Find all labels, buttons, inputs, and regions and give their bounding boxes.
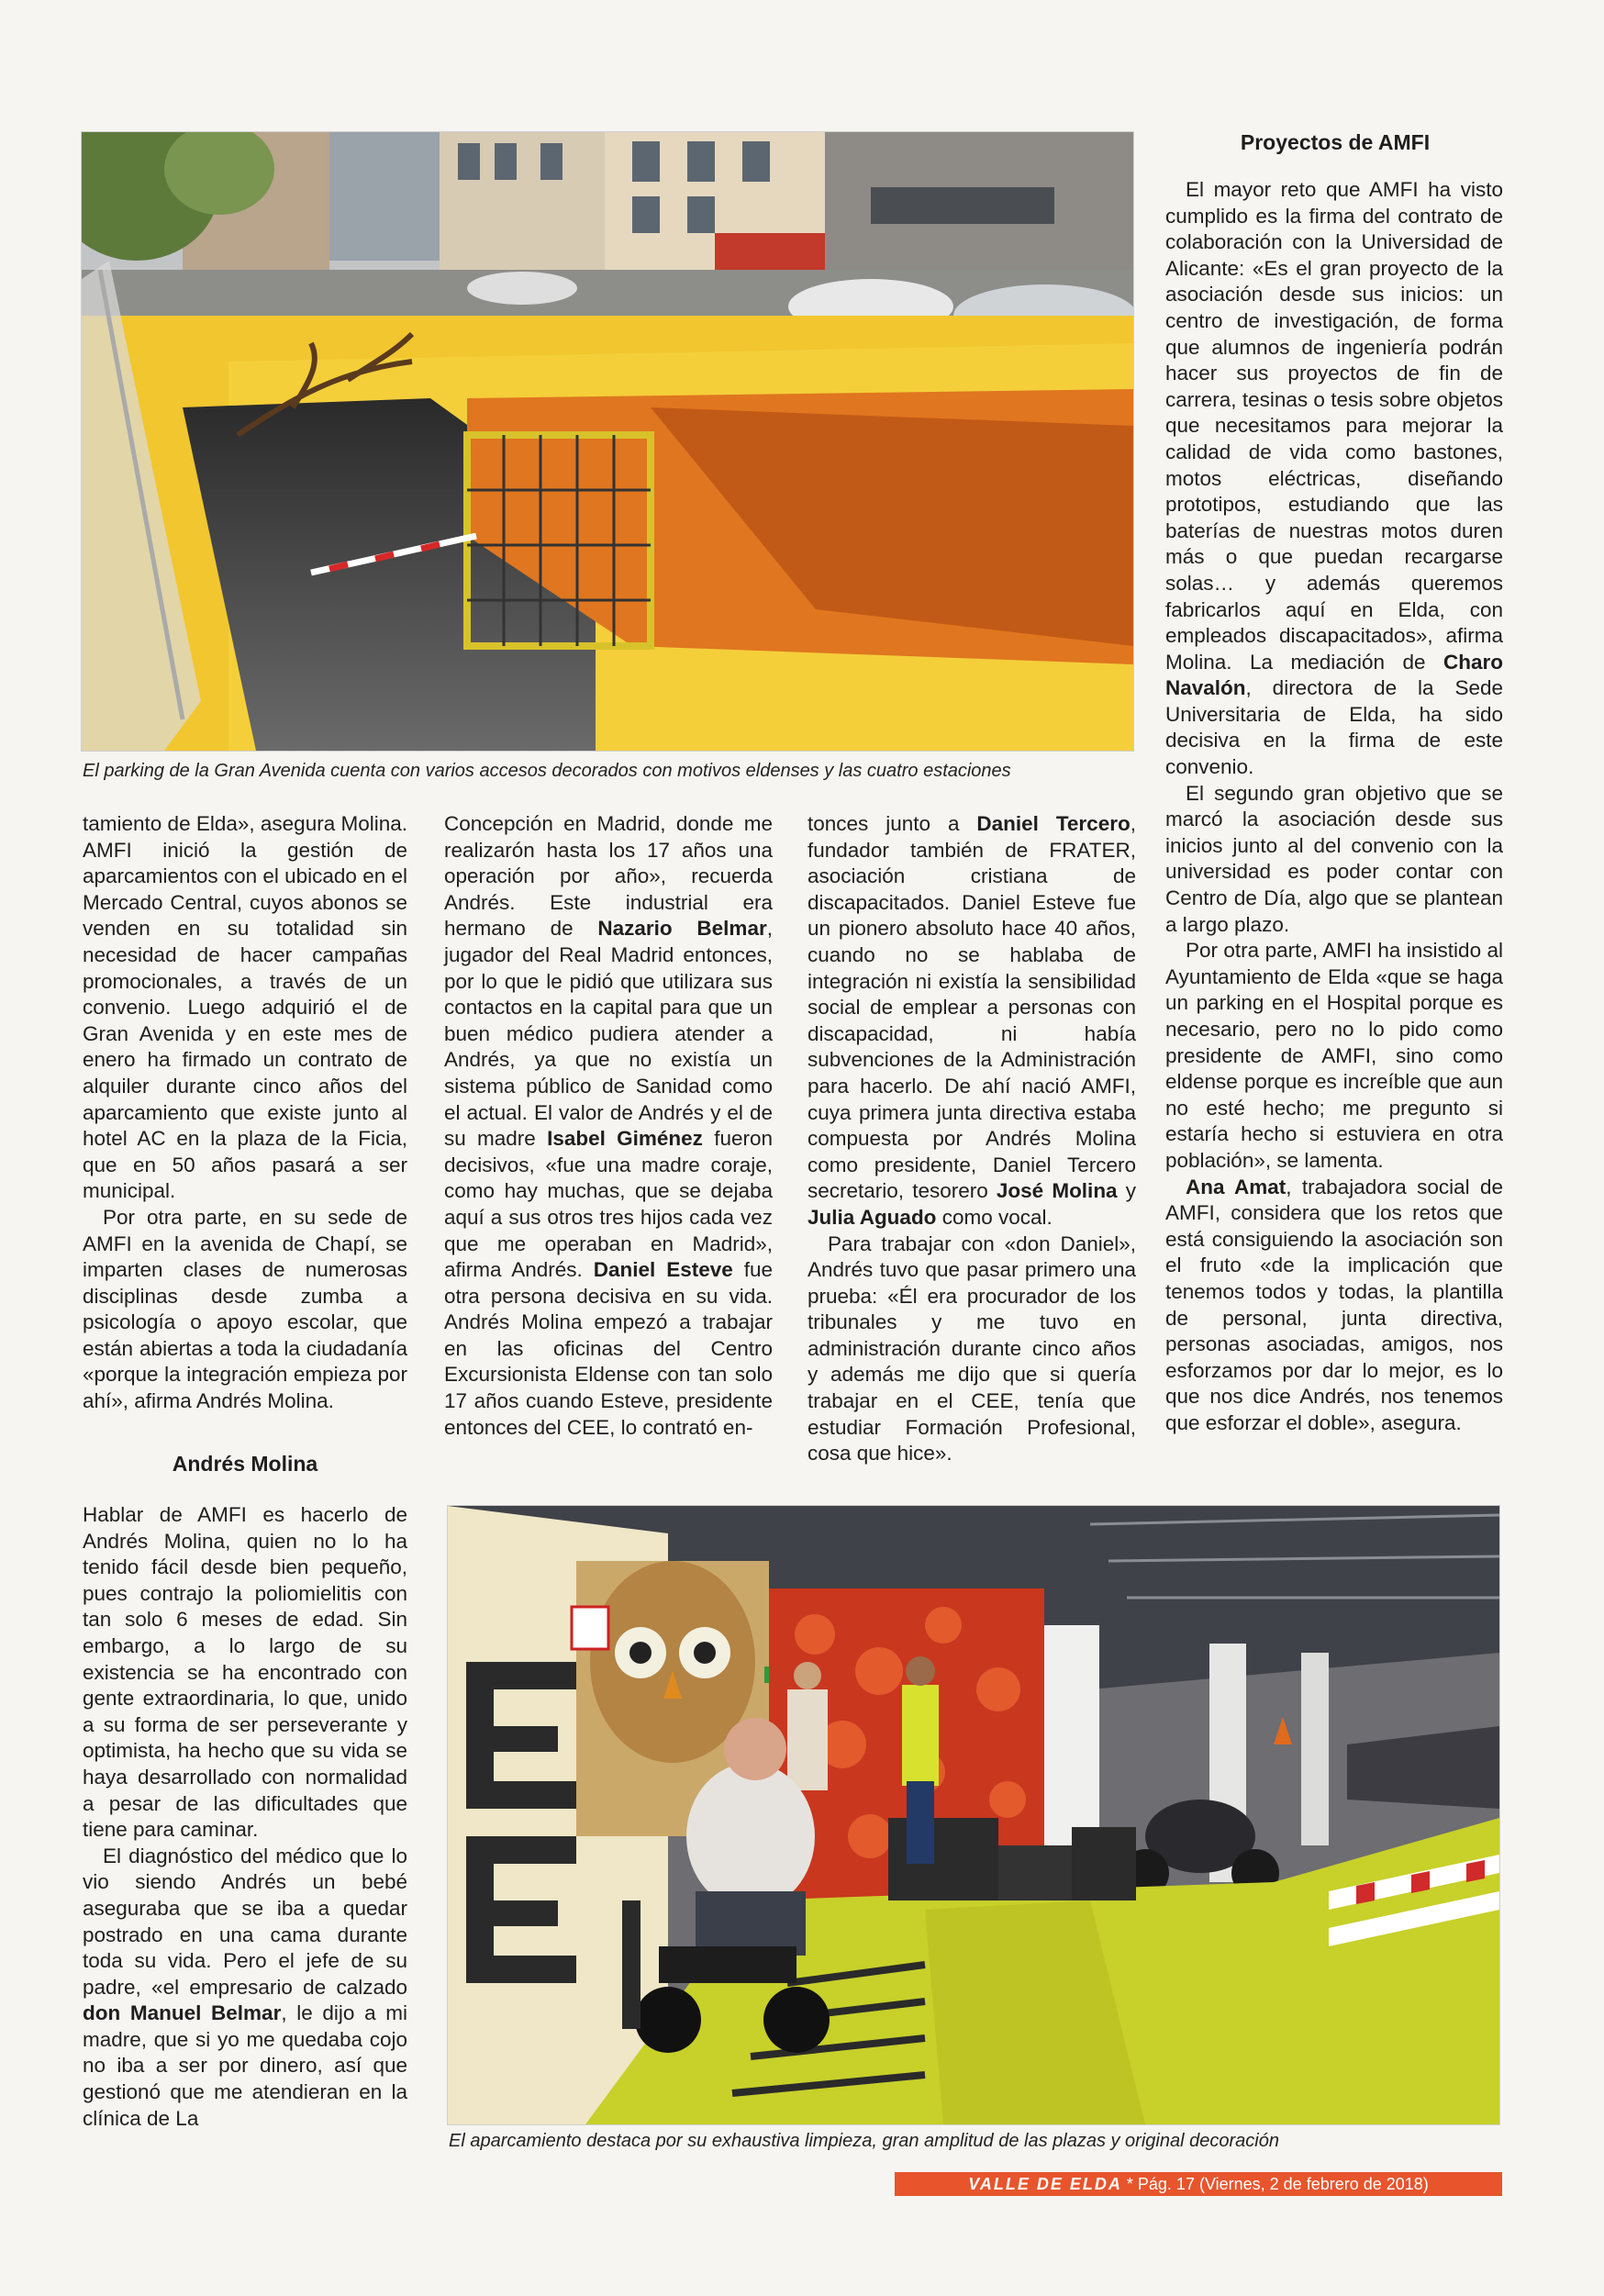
- projects-heading: Proyectos de AMFI: [1240, 130, 1431, 154]
- ana-amat: Ana Amat: [1186, 1175, 1287, 1198]
- manuel-belmar: don Manuel Belmar: [83, 2001, 282, 2025]
- jose-molina: José Molina: [996, 1179, 1118, 1203]
- col2-paragraph-1: Concepción en Madrid, donde me realizarón hasta los 17 años una operación por año», recuerda Andrés. Este industrial era hermano de Nazario Belmar, jugador del Real Madrid entonces, por lo que le pidió que utilizara sus contactos en la capital para que un buen médico pudiera atender a Andrés, ya que no existía un sistema público de Sanidad como el actual. El valor de Andrés y el de su madre Isabel Giménez fueron decisivos, «fue una madre coraje, como hay muchas, que se dejaba aquí a sus otros tres hijos cada vez que me operaban en Madrid», afirma Andrés. Daniel Esteve fue otra persona decisiva en su vida. Andrés Molina empezó a trabajar en las oficinas del Centro Excursionista Eldense con tan solo 17 años cuando Esteve, presidente entonces del CEE, lo contrató en-: [444, 812, 773, 1439]
- column-2: [444, 811, 773, 1441]
- parking-interior-photo: [447, 1505, 1500, 2125]
- andres-molina-heading: Andrés Molina: [172, 1452, 318, 1476]
- top-photo-caption: El parking de la Gran Avenida cuenta con varios accesos decorados con motivos eldenses y las cuatro estaciones: [83, 761, 1011, 781]
- daniel-esteve: Daniel Esteve: [593, 1258, 733, 1282]
- parking-entrance-photo: [81, 131, 1134, 752]
- col1-paragraph-2: Por otra parte, en su sede de AMFI en la avenida de Chapí, se imparten clases de numerosas disciplinas desde zumba a psicología o apoyo escolar, que están abiertas a toda la ciudadanía «porque la integración empieza por ahí», afirma Andrés Molina.: [83, 1205, 407, 1413]
- parking-interior-illustration: [448, 1506, 1499, 2124]
- col1-bottom-paragraph-2: El diagnóstico del médico que lo vio siendo Andrés un bebé aseguraba que se iba a quedar postrado en una cama durante toda su vida. Pero el jefe de su padre, «el empresario de calzado don Manuel Belmar, le dijo a mi madre, que si yo me quedaba cojo no iba a ser por dinero, así que gestionó que me atendieran en la clínica de La: [83, 1844, 407, 2130]
- col3-paragraph-1: tonces junto a Daniel Tercero, fundador también de FRATER, asociación cristiana de discapacitados. Daniel Esteve fue un pionero absoluto hace 40 años, cuando no se hablaba de integración ni existía la sensibilidad social de emplear a personas con discapacidad, ni había subvenciones de la Administración para hacerlo. De ahí nació AMFI, cuya primera junta directiva estaba compuesta por Andrés Molina como presidente, Daniel Tercero secretario, tesorero José Molina y Julia Aguado como vocal.: [808, 812, 1136, 1229]
- column-3: [808, 811, 1136, 1467]
- column-1-bottom: [83, 1502, 407, 2132]
- col3-paragraph-2: Para trabajar con «don Daniel», Andrés tuvo que pasar primero una prueba: «Él era procurador de los tribunales y me tuvo en administración durante cinco años y además me dijo que si quería trabajar en el CEE, tenía que estudiar Formación Profesional, cosa que hice».: [808, 1232, 1136, 1466]
- footer-separator: *: [1126, 2175, 1133, 2193]
- col4-paragraph-3: Por otra parte, AMFI ha insistido al Ayuntamiento de Elda «que se haga un parking en el Hospital porque es necesario, pero no lo pido como presidente de AMFI, sino como eldense porque es increíble que aun no esté hecho; me pregunto si estaría hecho si estuviera en otra población», se lamenta.: [1165, 939, 1503, 1172]
- page-info: Pág. 17 (Viernes, 2 de febrero de 2018): [1137, 2175, 1429, 2193]
- publication-name: VALLE DE ELDA: [968, 2175, 1122, 2193]
- nazario-belmar: Nazario Belmar: [597, 917, 767, 941]
- julia-aguado: Julia Aguado: [808, 1205, 937, 1229]
- bottom-photo-caption: El aparcamiento destaca por su exhaustiva limpieza, gran amplitud de las plazas y original decoración: [449, 2131, 1279, 2151]
- col4-paragraph-4: Ana Amat, trabajadora social de AMFI, considera que los retos que está consiguiendo la asociación son el fruto «de la implicación que tenemos todos y todas, la plantilla de personal, junta directiva, personas asociadas, amigos, nos esforzamos por dar lo mejor, es lo que nos dice Andrés, nos tenemos que esforzar el doble», asegura.: [1165, 1175, 1503, 1434]
- column-1-top: [83, 811, 407, 1415]
- charo-navalon: Charo Navalón: [1165, 650, 1503, 700]
- col4-paragraph-2: El segundo gran objetivo que se marcó la asociación desde sus inicios junto al del convenio con la universidad es poder contar con Centro de Día, algo que se plantean a largo plazo.: [1165, 781, 1503, 936]
- page-footer: [895, 2172, 1502, 2196]
- isabel-gimenez: Isabel Giménez: [547, 1127, 703, 1151]
- col4-paragraph-1: El mayor reto que AMFI ha visto cumplido es la firma del contrato de colaboración con la Universidad de Alicante: «Es el gran proyecto de la asociación desde sus inicios: un centro de investigación, de forma que alumnos de ingeniería podrán hacer sus proyectos de fin de carrera, tesinas o tesis sobre objetos que necesitamos para mejorar la calidad de vida como bastones, motos eléctricas, diseñando prototipos, estudiando que las baterías de nuestras motos duren más o que puedan recargarse solas… y además queremos fabricarlos aquí en Elda, con empleados discapacitados», afirma Molina. La mediación de Charo Navalón, directora de la Sede Universitaria de Elda, ha sido decisiva en la firma de este convenio.: [1165, 178, 1503, 779]
- col1-paragraph-1: tamiento de Elda», asegura Molina. AMFI inició la gestión de aparcamientos con el ubicado en el Mercado Central, cuyos abonos se venden en su totalidad sin necesidad de hacer campañas promocionales, a través de un convenio. Luego adquirió el de Gran Avenida y en este mes de enero ha firmado un contrato de alquiler durante cinco años del aparcamiento que existe junto al hotel AC en la plaza de la Ficia, que en 50 años pasará a ser municipal.: [83, 812, 407, 1203]
- parking-entrance-illustration: [82, 132, 1133, 751]
- column-4: [1165, 177, 1503, 1437]
- col1-bottom-paragraph-1: Hablar de AMFI es hacerlo de Andrés Molina, quien no lo ha tenido fácil desde bien pequeño, pues contrajo la poliomielitis con tan solo 6 meses de edad. Sin embargo, a lo largo de su existencia se ha encontrado con gente extraordinaria, lo que, unido a su forma de ser perseverante y optimista, ha hecho que su vida se haya desarrollado con normalidad a pesar de las dificultades que tiene para caminar.: [83, 1503, 407, 1842]
- daniel-tercero: Daniel Tercero: [976, 812, 1131, 835]
